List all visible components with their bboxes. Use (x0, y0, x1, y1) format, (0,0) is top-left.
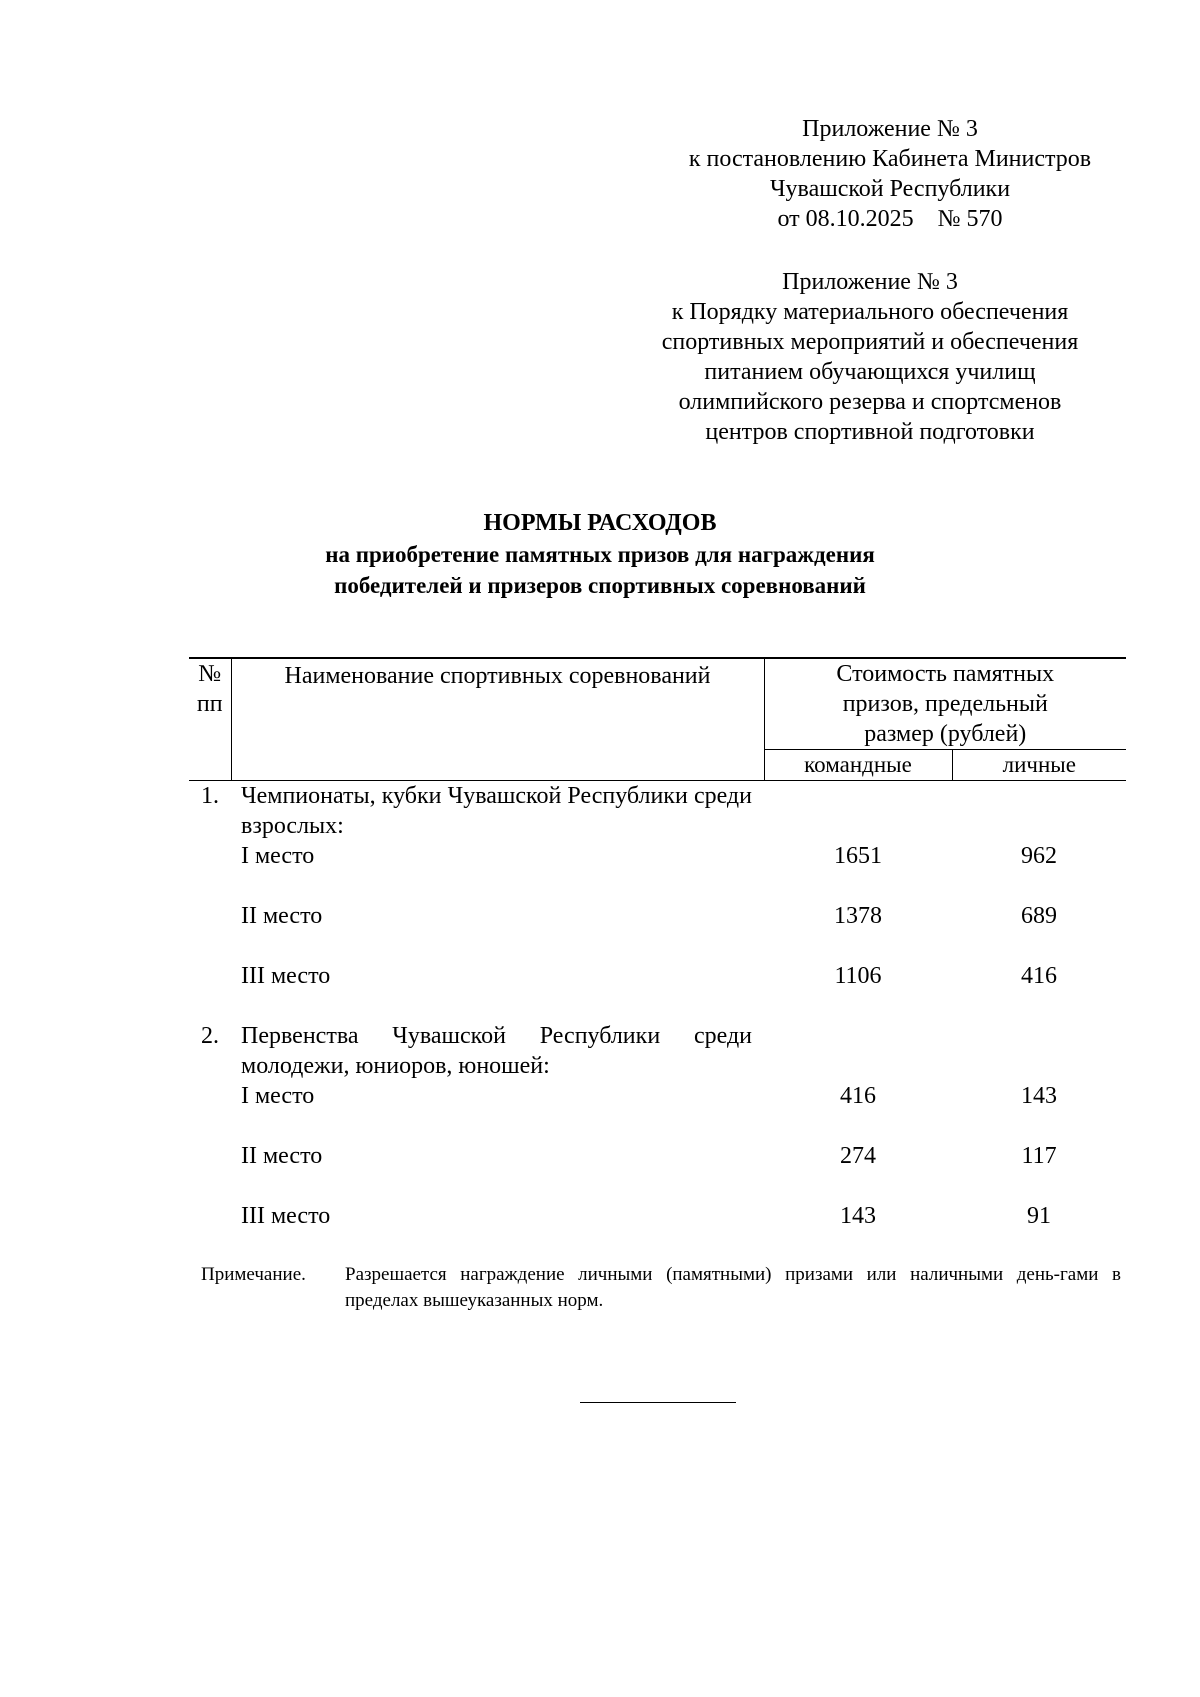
table-header-row (189, 658, 1126, 750)
place-label: I место (241, 1083, 315, 1109)
header-personal: личные (952, 750, 1126, 781)
table-row (189, 1081, 1126, 1111)
document-title (0, 508, 1200, 601)
header-number (189, 658, 231, 781)
table-row (189, 1021, 1126, 1081)
appendix-1-line: к постановлению Кабинета Министров (688, 146, 1092, 172)
appendix-2-line: центров спортивной подготовки (705, 419, 1035, 445)
place-label: III место (241, 963, 331, 989)
title-line: победителей и призеров спортивных соревнований (334, 573, 866, 598)
place-label: II место (241, 1143, 323, 1169)
section-number: 1. (201, 783, 219, 809)
team-value: 1651 (834, 843, 882, 869)
team-value: 1106 (834, 963, 882, 989)
table-row (189, 841, 1126, 871)
team-value: 416 (840, 1083, 876, 1109)
header-cost-line3: размер (рублей) (864, 721, 1027, 747)
appendix-2-line: питанием обучающихся училищ (704, 359, 1036, 385)
appendix-2-line: олимпийского резерва и спортсменов (678, 389, 1062, 415)
end-divider (580, 1402, 736, 1403)
personal-value: 416 (1021, 963, 1057, 989)
appendix-1-line: от 08.10.2025 № 570 (777, 206, 1003, 232)
table-row (189, 1201, 1126, 1231)
section-title: Первенства Чувашской Республики среди молодежи, юниоров, юношей: (241, 1023, 752, 1079)
footnote-text: Разрешается награждение личными (памятными) призами или наличными день-гами в пределах вышеуказанных норм. (345, 1264, 1121, 1311)
header-cost-line2: призов, предельный (842, 691, 1048, 717)
appendix-1-line: Чувашской Республики (769, 176, 1011, 202)
header-prize-cost (764, 658, 1126, 750)
appendix-header-resolution (640, 114, 1140, 234)
table-row (189, 901, 1126, 931)
team-value: 274 (840, 1143, 876, 1169)
norms-table (189, 657, 1126, 1231)
header-cost-line1: Стоимость памятных (836, 661, 1055, 687)
personal-value: 689 (1021, 903, 1057, 929)
table-row (189, 1141, 1126, 1171)
place-label: II место (241, 903, 323, 929)
section-title: Чемпионаты, кубки Чувашской Республики среди взрослых: (241, 783, 752, 839)
title-main: НОРМЫ РАСХОДОВ (483, 510, 717, 536)
appendix-2-line: к Порядку материального обеспечения (671, 299, 1069, 325)
personal-value: 91 (1027, 1203, 1051, 1229)
header-number-line2: пп (196, 691, 223, 717)
table-row (189, 781, 1126, 842)
appendix-2-line: Приложение № 3 (782, 269, 958, 295)
appendix-2-line: спортивных мероприятий и обеспечения (661, 329, 1079, 355)
team-value: 143 (840, 1203, 876, 1229)
appendix-1-line: Приложение № 3 (802, 116, 978, 142)
place-label: III место (241, 1203, 331, 1229)
header-number-line1: № (198, 661, 222, 687)
title-line: на приобретение памятных призов для награждения (325, 542, 875, 567)
header-competition-name: Наименование спортивных соревнований (231, 658, 764, 781)
section-number: 2. (201, 1023, 219, 1049)
place-label: I место (241, 843, 315, 869)
personal-value: 143 (1021, 1083, 1057, 1109)
team-value: 1378 (834, 903, 882, 929)
personal-value: 117 (1021, 1143, 1057, 1169)
table-row (189, 961, 1126, 991)
footnote-label: Примечание. (201, 1264, 306, 1285)
header-team: командные (764, 750, 952, 781)
personal-value: 962 (1021, 843, 1057, 869)
appendix-header-procedure (620, 267, 1120, 447)
